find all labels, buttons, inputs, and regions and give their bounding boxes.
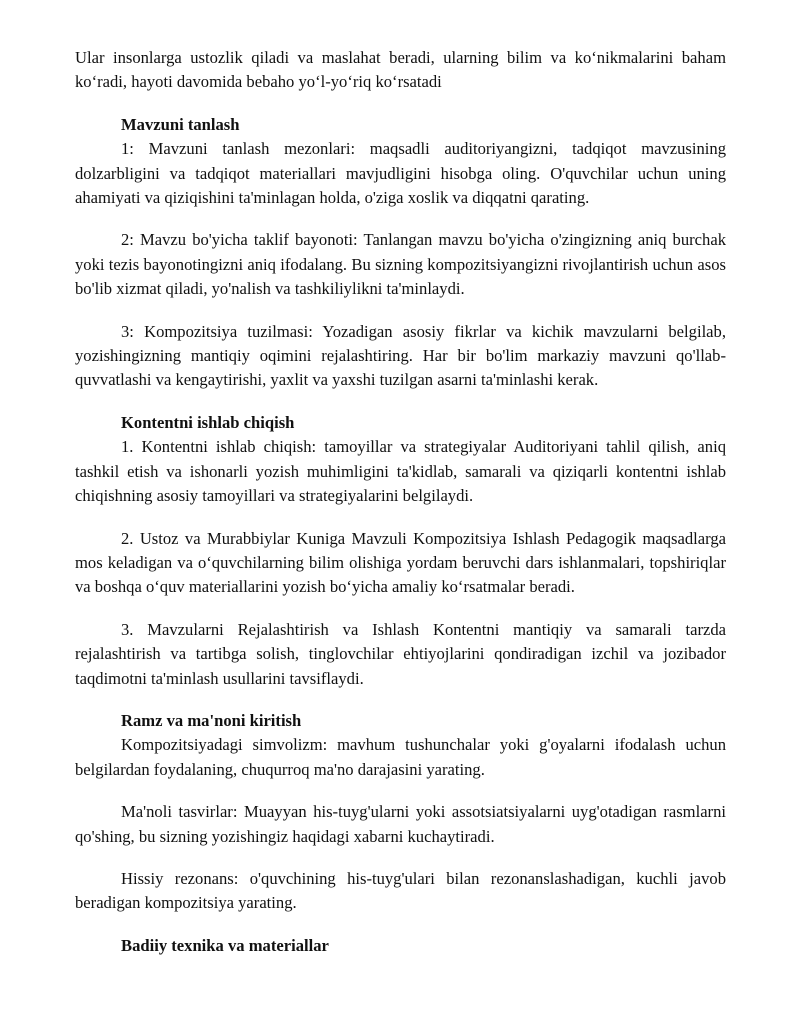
paragraph: 3: Kompozitsiya tuzilmasi: Yozadigan asosiy fikrlar va kichik mavzularni belgilab, yozishingizning mantiqiy oqimini rejalashtiring. Har bir bo'lim markaziy mavzuni qo'llab-quvvatlashi va kengaytirishi, yaxlit va yaxshi tuzilgan asarni ta'minlashi kerak. (75, 321, 726, 390)
paragraph: 3. Mavzularni Rejalashtirish va Ishlash Kontentni mantiqiy va samarali tarzda rejalashtirish va tartibga solish, tinglovchilar ehtiyojlarini qondiradigan izchil va jozibador taqdimotni ta'minlash usullarini tavsiflaydi. (75, 619, 726, 688)
paragraph: Ma'noli tasvirlar: Muayyan his-tuyg'ularni yoki assotsiatsiyalarni uyg'otadigan rasmlarni qo'shing, bu sizning yozishingiz haqidagi xabarni kuchaytiradi. (75, 802, 726, 846)
section-heading-symbolism: Ramz va ma'noni kiritish (121, 710, 302, 730)
section-heading-topic-selection: Mavzuni tanlash (121, 114, 240, 134)
paragraph: Kompozitsiyadagi simvolizm: mavhum tushunchalar yoki g'oyalarni ifodalash uchun belgilardan foydalaning, chuqurroq ma'no darajasini yarating. (75, 735, 726, 779)
paragraph: 2. Ustoz va Murabbiylar Kuniga Mavzuli Kompozitsiya Ishlash Pedagogik maqsadlarga mos keladigan va o‘quvchilarning bilim olishiga yordam beruvchi dars ishlanmalari, topshiriqlar va boshqa o‘quv materiallarini yozish bo‘yicha amaliy ko‘rsatmalar beradi. (75, 528, 726, 597)
section-heading-artistic-technique: Badiiy texnika va materiallar (121, 935, 329, 955)
section-heading-content-development: Kontentni ishlab chiqish (121, 412, 295, 432)
paragraph: 1. Kontentni ishlab chiqish: tamoyillar va strategiyalar Auditoriyani tahlil qilish, aniq tashkil etish va ishonarli yozish muhimligini ta'kidlab, samarali va qiziqarli kontentni ishlab chiqishning asosiy tamoyillari va strategiyalarini belgilaydi. (75, 437, 726, 506)
paragraph: 2: Mavzu bo'yicha taklif bayonoti: Tanlangan mavzu bo'yicha o'zingizning aniq burchak yoki tezis bayonotingizni aniq ifodalang. Bu sizning kompozitsiyangizni rivojlantirish uchun asos bo'lib xizmat qiladi, yo'nalish va tashkiliylikni ta'minlaydi. (75, 230, 726, 299)
intro-paragraph: Ular insonlarga ustozlik qiladi va maslahat beradi, ularning bilim va ko‘nikmalarini baham ko‘radi, hayoti davomida bebaho yo‘l-yo‘riq ko‘rsatadi (75, 48, 726, 92)
paragraph: 1: Mavzuni tanlash mezonlari: maqsadli auditoriyangizni, tadqiqot mavzusining dolzarbligini va tadqiqot materiallari mavjudligini hisobga oling. O'quvchilar uchun uning ahamiyati va qiziqishini ta'minlagan holda, o'ziga xoslik va diqqatni qarating. (75, 139, 726, 208)
paragraph: Hissiy rezonans: o'quvchining his-tuyg'ulari bilan rezonanslashadigan, kuchli javob beradigan kompozitsiya yarating. (75, 868, 726, 913)
